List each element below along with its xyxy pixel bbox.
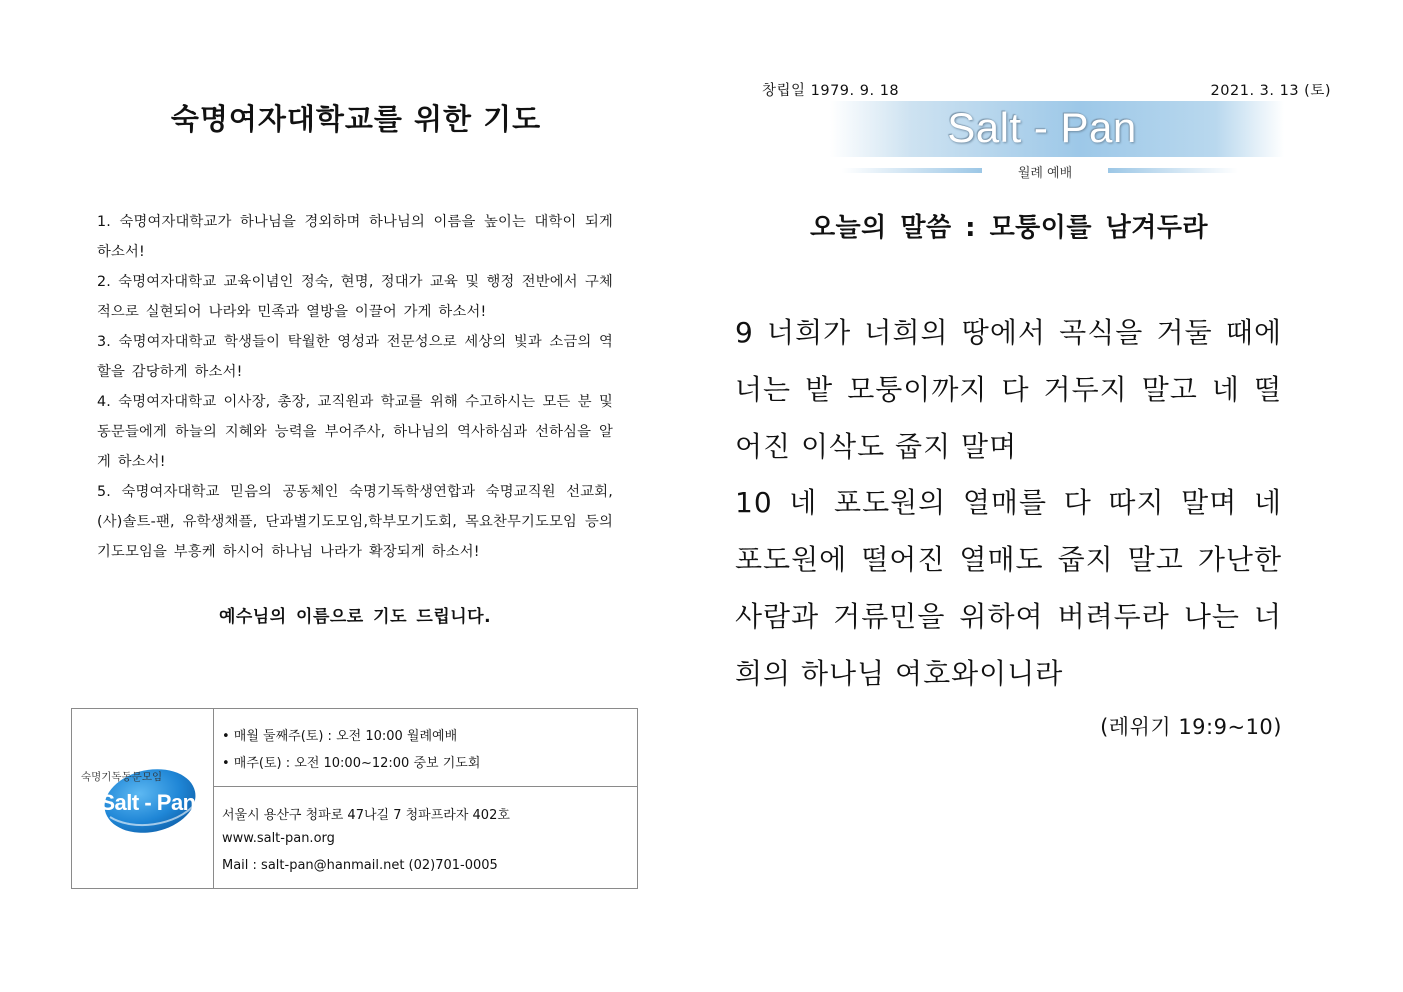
prayer-item: 2. 숙명여자대학교 교육이념인 정숙, 현명, 정대가 교육 및 행정 전반에서 구체적으로 실현되어 나라와 민족과 열방을 이끌어 가게 하소서! bbox=[97, 274, 613, 320]
decorative-line bbox=[842, 168, 982, 173]
prayer-list bbox=[97, 207, 613, 567]
decorative-line bbox=[1108, 168, 1238, 173]
prayer-item: 1. 숙명여자대학교가 하나님을 경외하며 하나님의 이름을 높이는 대학이 되게 하소서! bbox=[97, 214, 613, 260]
contact-text: Mail : salt-pan@hanmail.net (02)701-0005 bbox=[222, 858, 498, 873]
prayer-title: 숙명여자대학교를 위한 기도 bbox=[170, 102, 542, 136]
verse-line: 사람과 거류민을 위하여 버려두라 나는 너 bbox=[735, 599, 1282, 633]
verse-line: 어진 이삭도 줍지 말며 bbox=[735, 429, 1018, 463]
website-link[interactable]: www.salt-pan.org bbox=[222, 831, 335, 846]
prayer-closing: 예수님의 이름으로 기도 드립니다. bbox=[218, 607, 492, 627]
logo-text: Salt - Pan bbox=[100, 790, 196, 815]
schedule-item: • 매월 둘째주(토) : 오전 10:00 월례예배 bbox=[222, 729, 458, 744]
word-title: 오늘의 말씀 : 모퉁이를 남겨두라 bbox=[809, 213, 1209, 243]
logo-caption: 숙명기독동문모임 bbox=[81, 771, 163, 783]
prayer-item: 3. 숙명여자대학교 학생들이 탁월한 영성과 전문성으로 세상의 빛과 소금의 역할을 감당하게 하소서! bbox=[97, 334, 613, 380]
verse-line: 희의 하나님 여호와이니라 bbox=[735, 656, 1064, 690]
prayer-item: 5. 숙명여자대학교 믿음의 공동체인 숙명기독학생연합과 숙명교직원 선교회, (사)솔트-팬, 유학생채플, 단과별기도모임,학부모기도회, 목요찬무기도모임 등의 기도모임을 부흥케 하시어 하나님 나라가 확장되게 하소서! bbox=[97, 484, 613, 560]
verse-line: 10 네 포도원의 열매를 다 따지 말며 네 bbox=[735, 486, 1282, 520]
verse-line: 너는 밭 모퉁이까지 다 거두지 말고 네 떨 bbox=[735, 372, 1282, 406]
scripture-text bbox=[735, 305, 1282, 703]
banner-title: Salt - Pan bbox=[947, 104, 1137, 151]
schedule-cell bbox=[214, 709, 637, 787]
service-subtitle: 월례 예배 bbox=[1017, 166, 1073, 181]
schedule-item: • 매주(토) : 오전 10:00~12:00 중보 기도회 bbox=[222, 756, 481, 771]
verse-line: 9 너희가 너희의 땅에서 곡식을 거둘 때에 bbox=[735, 316, 1282, 349]
verse-line: 포도원에 떨어진 열매도 줍지 말고 가난한 bbox=[735, 543, 1282, 577]
info-box bbox=[71, 708, 638, 889]
prayer-item: 4. 숙명여자대학교 이사장, 총장, 교직원과 학교를 위해 수고하시는 모든 분 및 동문들에게 하늘의 지혜와 능력을 부어주사, 하나님의 역사하심과 선하심을 알게 하소서! bbox=[97, 394, 613, 470]
address-text: 서울시 용산구 청파로 47나길 7 청파프라자 402호 bbox=[222, 808, 510, 823]
founded-date: 창립일 1979. 9. 18 bbox=[762, 83, 900, 99]
issue-date: 2021. 3. 13 (토) bbox=[1210, 83, 1331, 99]
logo-cell bbox=[72, 709, 214, 888]
scripture-reference: (레위기 19:9~10) bbox=[1100, 715, 1282, 739]
